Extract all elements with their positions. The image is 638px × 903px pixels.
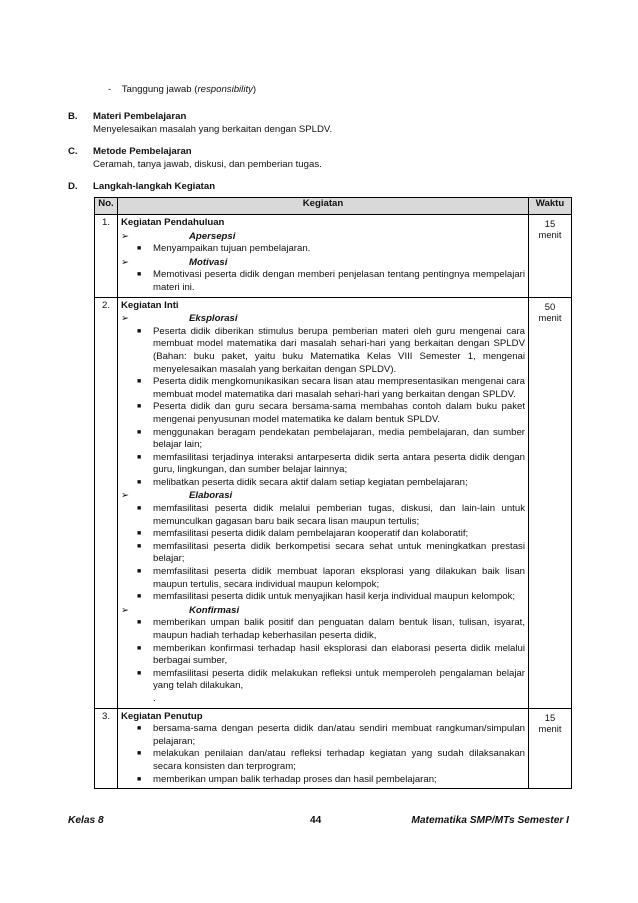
square-bullet-icon: ■ — [137, 245, 142, 253]
arrow-bullet-icon: ➢ — [121, 230, 130, 242]
row-kegiatan — [118, 297, 529, 708]
footer-left: Kelas 8 — [68, 815, 104, 826]
list-item — [137, 477, 525, 490]
square-bullet-icon: ■ — [137, 378, 142, 386]
waktu-number: 15 — [544, 218, 556, 229]
trailing-dot: . — [153, 692, 156, 704]
table-header-row — [95, 198, 572, 215]
section-c-title: Metode Pembelajaran — [93, 146, 192, 157]
list-item-text: Peserta didik dan guru secara bersama-sama membahas contoh dalam buku paket mengenai penyusunan model matematika ke dalam bentuk SPLDV. — [153, 401, 525, 425]
table-row — [95, 708, 572, 789]
top-item-text: Tanggung jawab ( — [121, 84, 198, 95]
section-b-body: Menyelesaikan masalah yang berkaitan dengan SPLDV. — [93, 124, 333, 135]
list-item-text: melibatkan peserta didik secara aktif dalam setiap kegiatan pembelajaran; — [153, 476, 468, 488]
header-no: No. — [95, 198, 118, 215]
subsection-heading — [121, 605, 525, 618]
footer-right: Matematika SMP/MTs Semester I — [411, 815, 569, 826]
waktu-unit: menit — [538, 722, 562, 734]
list-item-text: memfasilitasi peserta didik dalam pembelajaran kooperatif dan kolaboratif; — [153, 528, 469, 540]
section-d-title: Langkah-langkah Kegiatan — [93, 181, 216, 192]
list-item — [137, 591, 525, 604]
square-bullet-icon: ■ — [137, 542, 142, 550]
row-number: 3. — [95, 708, 118, 789]
waktu-number: 50 — [544, 300, 556, 312]
list-item-text: Peserta didik diberikan stimulus berupa pemberian materi oleh guru mengenai cara membuat model matematika dari masalah sehari-hari yang berkaitan dengan SPLDV (Bahan: buku paket, yaitu buku Matematika Kelas VIII Semester 1, mengenai menyelesaikan masalah yang berkaitan dengan SPLDV). — [153, 325, 525, 375]
waktu-unit: menit — [538, 311, 562, 323]
row-kegiatan — [118, 708, 529, 789]
list-item-text: memfasilitasi peserta didik membuat laporan eksplorasi yang dilakukan baik lisan maupun tertulis, secara individual maupun kelompok; — [153, 566, 525, 590]
list-item — [137, 774, 525, 787]
list-item-text: Memotivasi peserta didik dengan memberi penjelasan tentang pentingnya mempelajari materi ini. — [153, 269, 525, 293]
square-bullet-icon: ■ — [137, 403, 142, 411]
top-item — [108, 84, 256, 97]
list-item-text: memfasilitasi peserta didik berkompetisi secara sehat untuk meningkatkan prestasi belajar; — [153, 540, 525, 565]
list-item-text: memberikan umpan balik terhadap proses dan hasil pembelajaran; — [153, 773, 437, 785]
list-item — [137, 723, 525, 748]
list-item-text: bersama-sama dengan peserta didik dan/atau sendiri membuat rangkuman/simpulan pelajaran; — [153, 723, 525, 747]
top-item-italic: responsibility — [197, 84, 253, 95]
subsection-label: Elaborasi — [189, 490, 233, 502]
square-bullet-icon: ■ — [137, 619, 142, 627]
kegiatan-table — [94, 197, 572, 789]
waktu-unit: menit — [538, 229, 562, 240]
list-item — [137, 243, 525, 256]
top-item-close: ) — [252, 84, 257, 95]
subsection-heading — [121, 257, 525, 270]
square-bullet-icon: ■ — [137, 593, 142, 601]
subsection-heading — [121, 313, 525, 326]
arrow-bullet-icon: ➢ — [121, 490, 130, 502]
list-item — [137, 376, 525, 401]
list-item-text: Peserta didik mengkomunikasikan secara lisan atau mempresentasikan mengenai cara membuat model matematika dari masalah sehari-hari yang berkaitan dengan SPLDV. — [153, 376, 525, 400]
list-item-text: menggunakan beragam pendekatan pembelajaran, media pembelajaran, dan sumber belajar lain; — [153, 426, 525, 451]
list-item — [137, 528, 525, 541]
list-item — [137, 427, 525, 452]
square-bullet-icon: ■ — [137, 669, 142, 677]
list-item — [137, 401, 525, 426]
waktu-number: 15 — [544, 711, 556, 723]
subsection-heading — [121, 231, 525, 244]
square-bullet-icon: ■ — [137, 327, 142, 335]
subsection-label: Motivasi — [189, 256, 228, 268]
table-row — [95, 297, 572, 708]
list-item-text: melakukan penilaian dan/atau refleksi terhadap kegiatan yang sudah dilaksanakan secara konsisten dan terprogram; — [153, 748, 525, 772]
square-bullet-icon: ■ — [137, 428, 142, 436]
list-item — [137, 541, 525, 566]
header-waktu: Waktu — [529, 198, 572, 215]
list-item — [137, 668, 525, 693]
square-bullet-icon: ■ — [137, 530, 142, 538]
list-item — [137, 503, 525, 528]
square-bullet-icon: ■ — [137, 478, 142, 486]
section-c-body: Ceramah, tanya jawab, diskusi, dan pemberian tugas. — [93, 159, 322, 170]
square-bullet-icon: ■ — [137, 568, 142, 576]
square-bullet-icon: ■ — [137, 453, 142, 461]
list-item — [137, 617, 525, 642]
list-item-text: memfasilitasi peserta didik melalui pemberian tugas, diskusi, dan lain-lain untuk memunculkan gagasan baru baik secara lisan maupun tertulis; — [153, 503, 525, 527]
row-waktu — [529, 708, 572, 789]
subsection-label: Konfirmasi — [189, 604, 240, 616]
dash: - — [108, 84, 112, 95]
list-item — [137, 748, 525, 773]
arrow-bullet-icon: ➢ — [121, 313, 130, 325]
row-number: 1. — [95, 215, 118, 298]
square-bullet-icon: ■ — [137, 271, 142, 279]
arrow-bullet-icon: ➢ — [121, 256, 130, 268]
section-d-letter: D. — [68, 181, 78, 192]
list-item — [137, 566, 525, 591]
arrow-bullet-icon: ➢ — [121, 604, 130, 616]
section-b-title: Materi Pembelajaran — [93, 111, 187, 122]
table-body — [95, 215, 572, 789]
subsection-label: Apersepsi — [189, 230, 236, 242]
row-title: Kegiatan Pendahuluan — [121, 217, 225, 228]
list-item — [137, 269, 525, 294]
footer-page-number: 44 — [310, 815, 322, 826]
row-number: 2. — [95, 297, 118, 708]
list-item-text: memfasilitasi peserta didik untuk menyajikan hasil kerja individual maupun kelompok; — [153, 591, 516, 603]
row-waktu — [529, 297, 572, 708]
row-title: Kegiatan Penutup — [121, 710, 203, 722]
square-bullet-icon: ■ — [137, 775, 142, 783]
square-bullet-icon: ■ — [137, 725, 142, 733]
list-item-text: Menyampaikan tujuan pembelajaran. — [153, 243, 311, 255]
square-bullet-icon: ■ — [137, 750, 142, 758]
square-bullet-icon: ■ — [137, 644, 142, 652]
square-bullet-icon: ■ — [137, 505, 142, 513]
list-item — [137, 326, 525, 376]
list-item — [137, 643, 525, 668]
list-item-text: memberikan umpan balik positif dan penguatan dalam bentuk lisan, tulisan, isyarat, maupun hadiah terhadap keberhasilan peserta didik, — [153, 617, 525, 641]
list-item-text: memfasilitasi peserta didik melakukan refleksi untuk memperoleh pengalaman belajar yang telah dilakukan, — [153, 667, 525, 692]
list-item-text: memberikan konfirmasi terhadap hasil eksplorasi dan elaborasi peserta didik melalui berbagai sumber, — [153, 642, 525, 667]
list-item-text: memfasilitasi terjadinya interaksi antarpeserta didik serta antara peserta didik dengan guru, lingkungan, dan sumber belajar lainnya; — [153, 451, 525, 476]
list-item — [137, 452, 525, 477]
section-b-letter: B. — [68, 111, 78, 122]
subsection-label: Eksplorasi — [189, 313, 238, 325]
section-c-letter: C. — [68, 146, 78, 157]
header-kegiatan: Kegiatan — [118, 198, 529, 215]
table-row — [95, 215, 572, 298]
subsection-heading — [121, 490, 525, 503]
row-title: Kegiatan Inti — [121, 299, 179, 311]
row-waktu — [529, 215, 572, 298]
row-kegiatan — [118, 215, 529, 298]
